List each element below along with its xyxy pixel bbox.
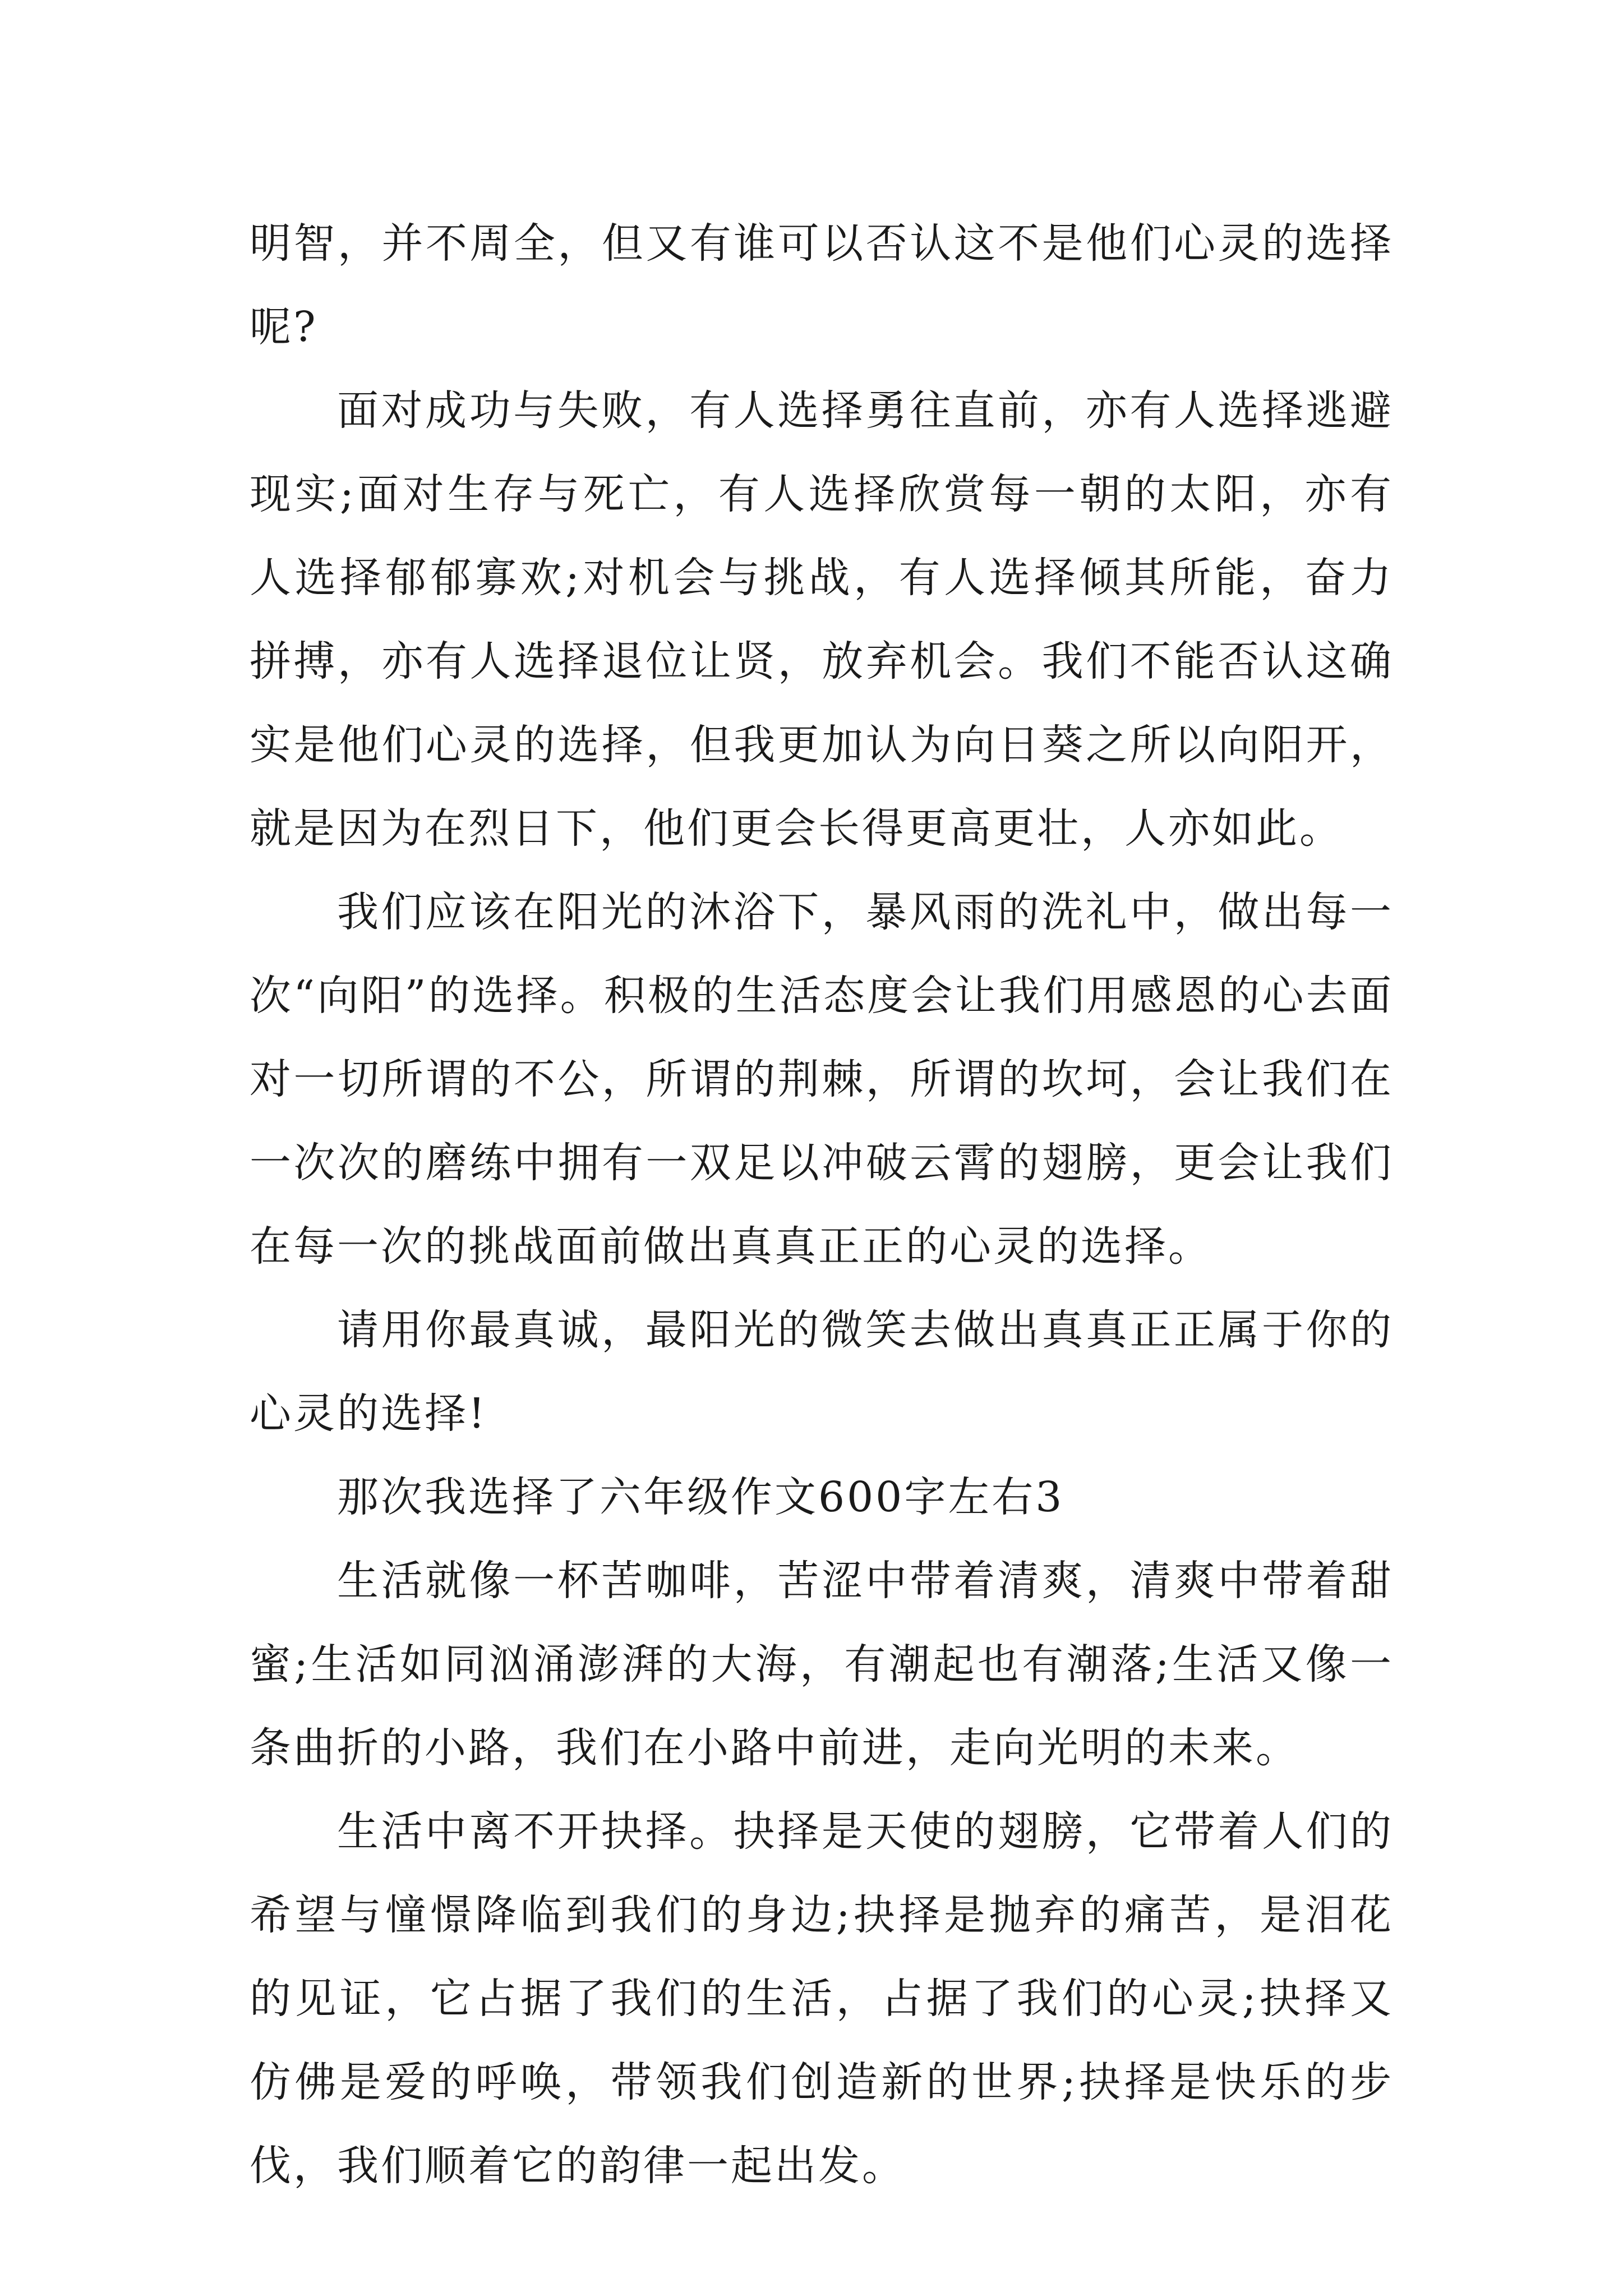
paragraph: 生活就像一杯苦咖啡，苦涩中带着清爽，清爽中带着甜蜜;生活如同汹涌澎湃的大海，有潮起也有潮落;生活又像一条曲折的小路，我们在小路中前进，走向光明的未来。 [250, 1557, 1394, 1772]
paragraph: 我们应该在阳光的沐浴下，暴风雨的洗礼中，做出每一次“向阳”的选择。积极的生活态度会让我们用感恩的心去面对一切所谓的不公，所谓的荆棘，所谓的坎坷，会让我们在一次次的磨练中拥有一双足以冲破云霄的翅膀，更会让我们在每一次的挑战面前做出真真正正的心灵的选择。 [250, 888, 1394, 1271]
paragraph-continued: 明智，并不周全，但又有谁可以否认这不是他们心灵的选择呢? [250, 219, 1394, 351]
section-heading: 那次我选择了六年级作文600字左右3 [337, 1473, 1064, 1521]
document-body [250, 202, 1394, 2208]
paragraph: 请用你最真诚，最阳光的微笑去做出真真正正属于你的心灵的选择! [250, 1306, 1394, 1438]
paragraph: 生活中离不开抉择。抉择是天使的翅膀，它带着人们的希望与憧憬降临到我们的身边;抉择是抛弃的痛苦，是泪花的见证，它占据了我们的生活，占据了我们的心灵;抉择又仿佛是爱的呼唤，带领我们创造新的世界;抉择是快乐的步伐，我们顺着它的韵律一起出发。 [250, 1807, 1394, 2190]
paragraph: 面对成功与失败，有人选择勇往直前，亦有人选择逃避现实;面对生存与死亡，有人选择欣赏每一朝的太阳，亦有人选择郁郁寡欢;对机会与挑战，有人选择倾其所能，奋力拼搏，亦有人选择退位让贤，放弃机会。我们不能否认这确实是他们心灵的选择，但我更加认为向日葵之所以向阳开，就是因为在烈日下，他们更会长得更高更壮，人亦如此。 [250, 386, 1394, 853]
